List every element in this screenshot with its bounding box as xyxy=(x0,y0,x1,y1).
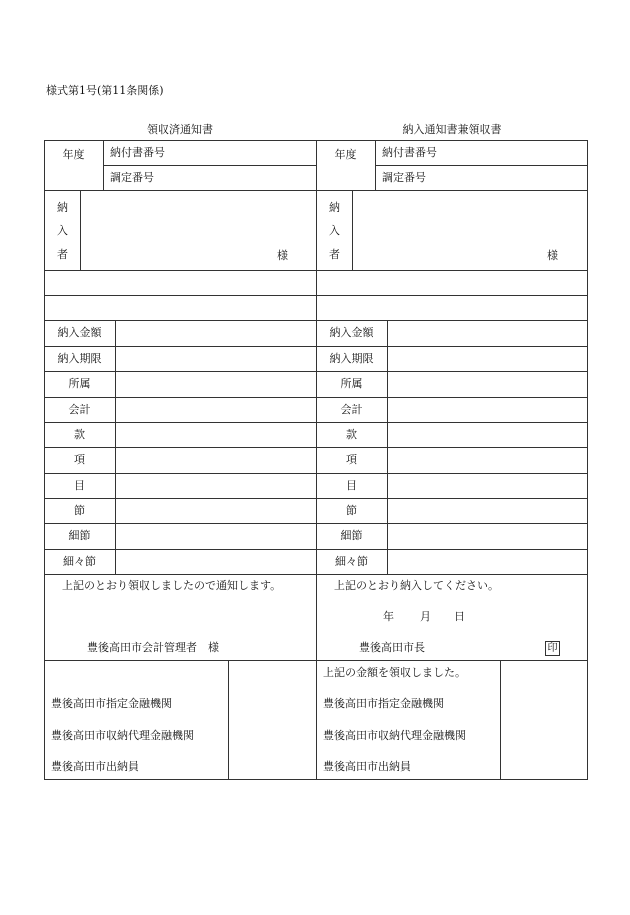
left-notice-text: 上記のとおり領収しましたので通知します。 xyxy=(62,579,282,592)
seal-mark: 印 xyxy=(545,641,560,656)
left-year-label: 年度 xyxy=(62,148,85,161)
left-row-label: 所属 xyxy=(68,377,91,390)
left-row-label: 目 xyxy=(74,479,85,492)
left-addressee: 豊後高田市会計管理者 様 xyxy=(87,641,219,654)
left-row-label: 納入期限 xyxy=(57,352,102,365)
left-form-title: 領収済通知書 xyxy=(147,123,213,136)
left-bank-label: 豊後高田市指定金融機関 xyxy=(51,697,172,710)
date-month-label: 月 xyxy=(420,610,431,623)
left-row-label: 節 xyxy=(74,504,85,517)
left-row-label: 細々節 xyxy=(63,555,96,568)
right-bank-label: 豊後高田市収納代理金融機関 xyxy=(323,729,466,742)
right-notice-text: 上記のとおり納入してください。 xyxy=(334,579,499,592)
left-row-label: 細節 xyxy=(68,529,91,542)
receipt-text: 上記の金額を領収しました。 xyxy=(323,666,466,679)
right-bill-number-label: 納付書番号 xyxy=(382,146,437,159)
right-payer-char: 納 xyxy=(329,201,340,214)
right-row-label: 目 xyxy=(346,479,357,492)
right-form-title: 納入通知書兼領収書 xyxy=(402,123,502,136)
right-payer-char: 入 xyxy=(329,224,340,237)
left-payer-char: 入 xyxy=(57,224,68,237)
right-bank-label: 豊後高田市出納員 xyxy=(323,760,411,773)
right-row-label: 納入期限 xyxy=(329,352,374,365)
left-bank-label: 豊後高田市収納代理金融機関 xyxy=(51,729,194,742)
right-year-label: 年度 xyxy=(334,148,357,161)
issuer-label: 豊後高田市長 xyxy=(359,641,425,654)
left-bank-label: 豊後高田市出納員 xyxy=(51,760,139,773)
date-day-label: 日 xyxy=(454,610,465,623)
date-year-label: 年 xyxy=(383,610,394,623)
right-row-label: 節 xyxy=(346,504,357,517)
right-row-label: 款 xyxy=(346,428,357,441)
right-assessment-number-label: 調定番号 xyxy=(382,171,426,184)
left-row-label: 款 xyxy=(74,428,85,441)
right-honorific: 様 xyxy=(547,249,558,262)
form-number: 様式第1号(第11条関係) xyxy=(46,84,164,97)
right-row-label: 細節 xyxy=(340,529,363,542)
left-bill-number-label: 納付書番号 xyxy=(110,146,165,159)
left-payer-char: 者 xyxy=(57,248,68,261)
left-row-label: 納入金額 xyxy=(57,326,102,339)
right-row-label: 項 xyxy=(346,453,357,466)
left-row-label: 項 xyxy=(74,453,85,466)
right-row-label: 納入金額 xyxy=(329,326,374,339)
right-row-label: 細々節 xyxy=(335,555,368,568)
left-payer-char: 納 xyxy=(57,201,68,214)
right-bank-label: 豊後高田市指定金融機関 xyxy=(323,697,444,710)
left-honorific: 様 xyxy=(277,249,288,262)
right-row-label: 所属 xyxy=(340,377,363,390)
right-payer-char: 者 xyxy=(329,248,340,261)
left-assessment-number-label: 調定番号 xyxy=(110,171,154,184)
right-row-label: 会計 xyxy=(340,403,363,416)
left-row-label: 会計 xyxy=(68,403,91,416)
